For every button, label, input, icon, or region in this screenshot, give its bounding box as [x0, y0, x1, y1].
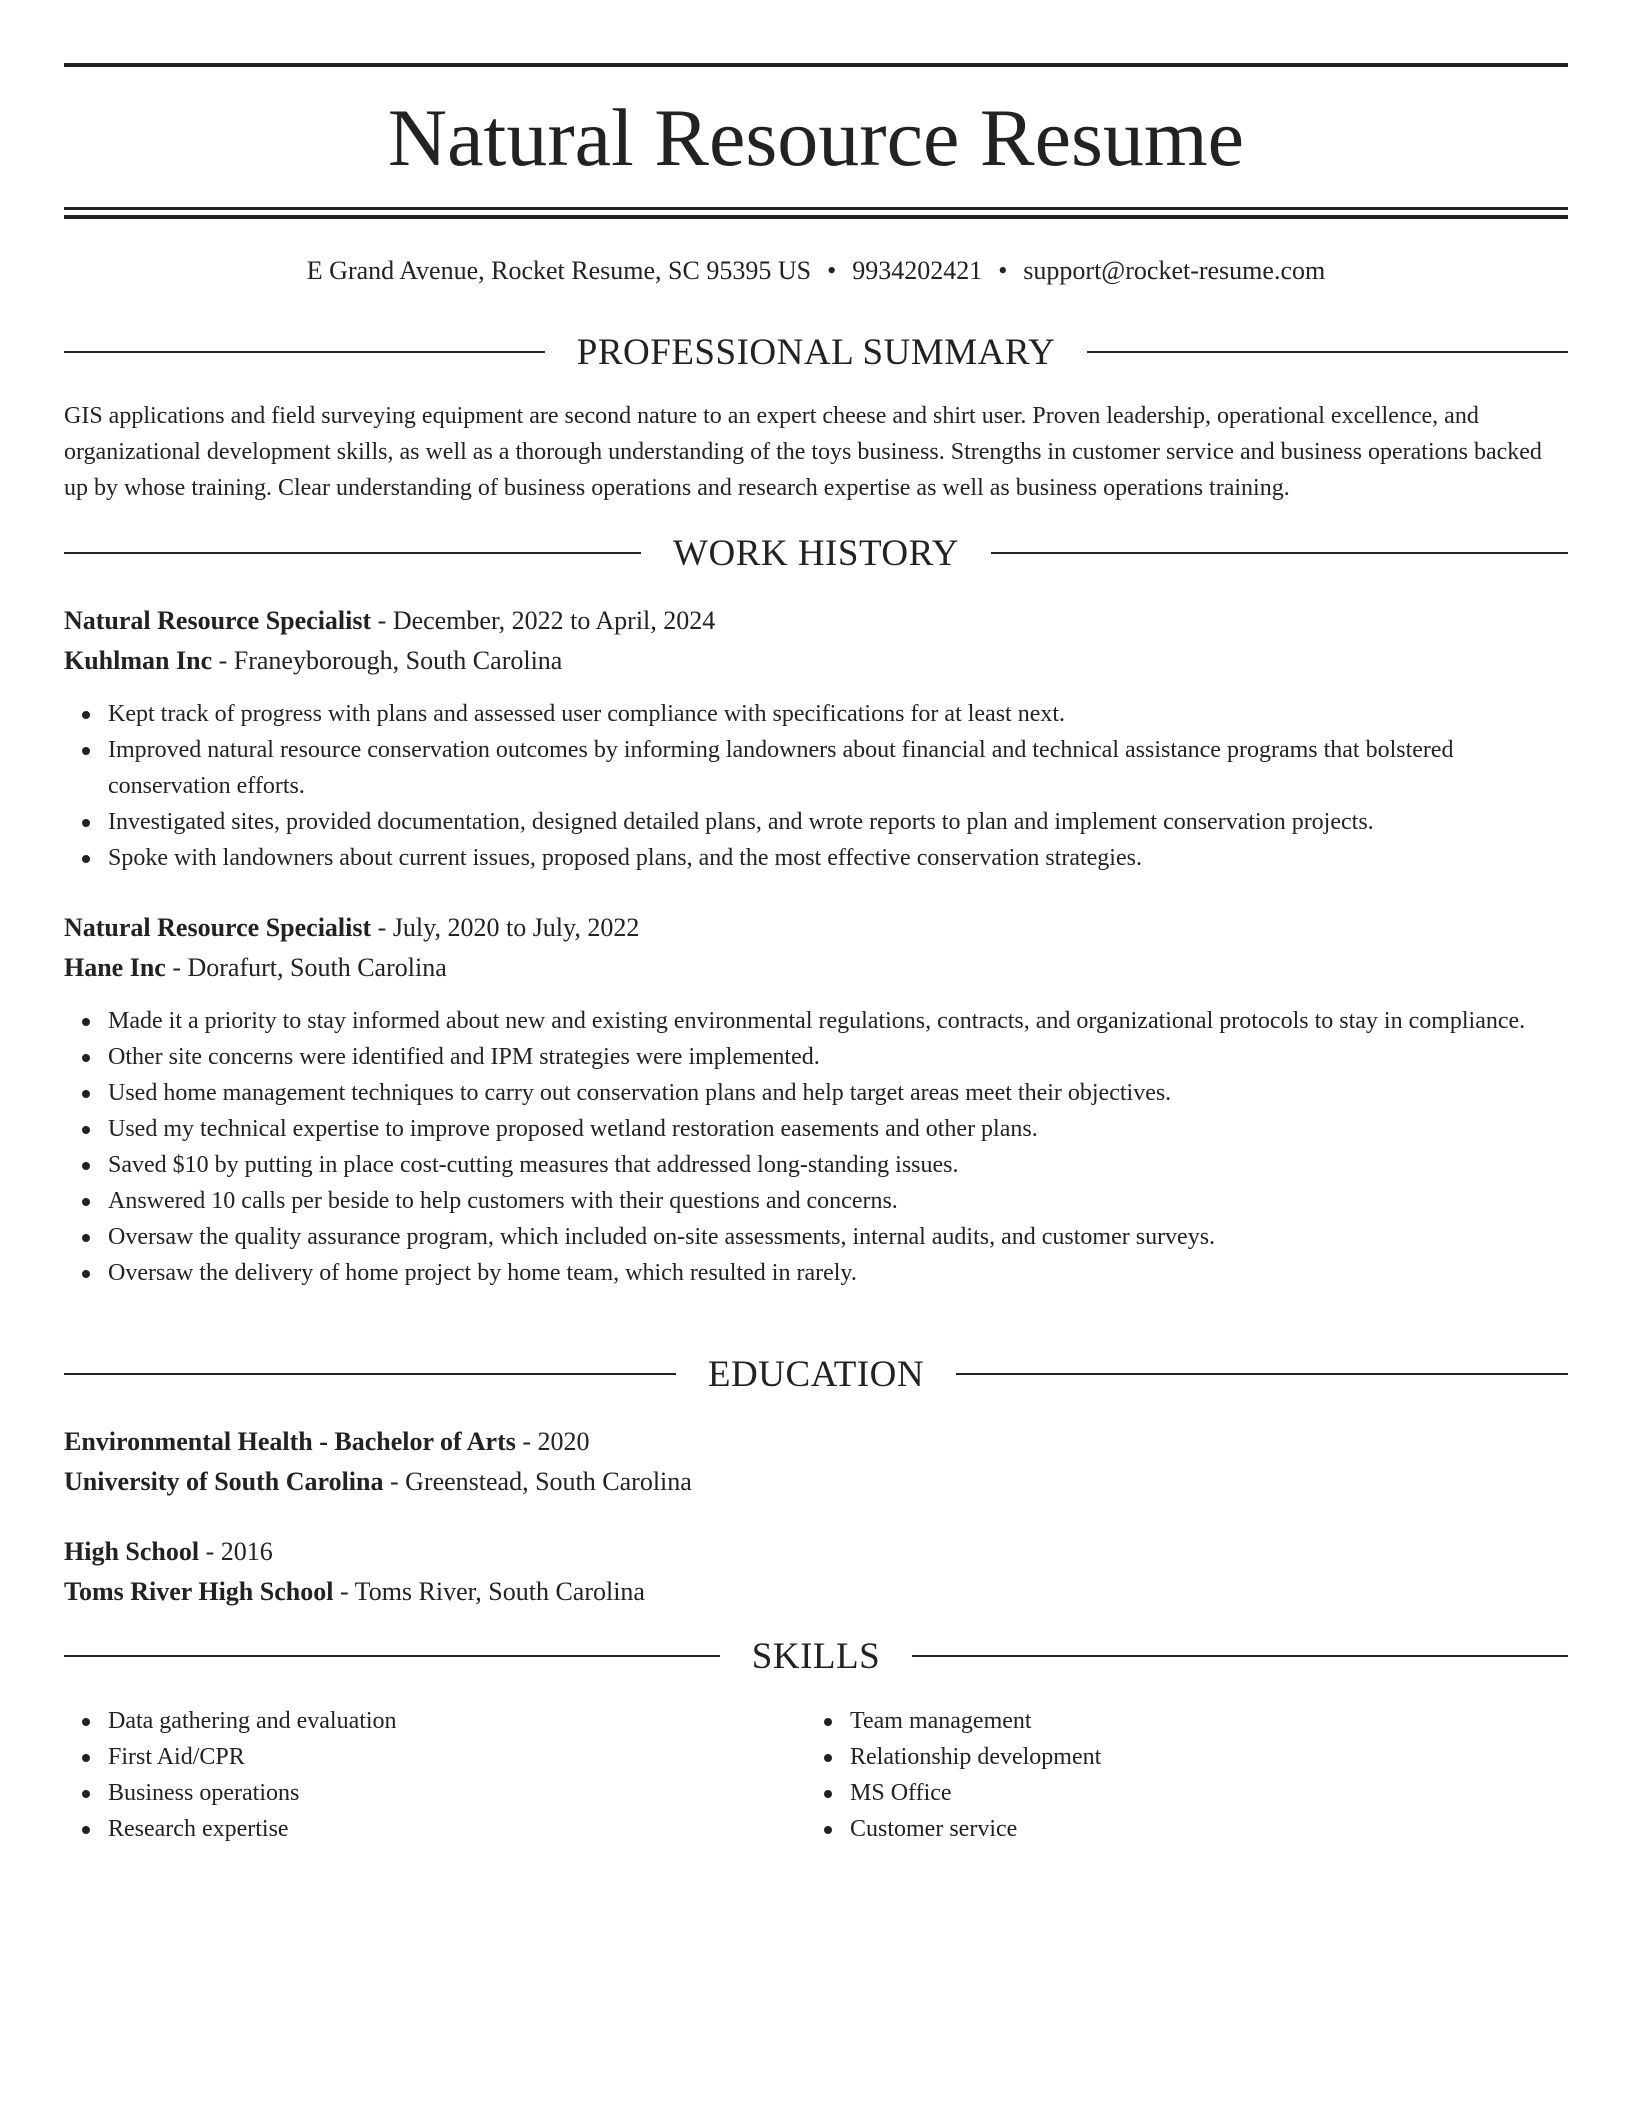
skill-item: First Aid/CPR [108, 1739, 764, 1775]
heading-rule [64, 1373, 676, 1375]
list-item: Saved $10 by putting in place cost-cutting measures that addressed long-standing issues. [108, 1147, 1568, 1183]
heading-rule [956, 1373, 1568, 1375]
contact-line [64, 253, 1568, 289]
education-year: - 2020 [515, 1427, 590, 1456]
job-company: Kuhlman Inc [64, 646, 213, 675]
section-title: EDUCATION [707, 1353, 925, 1395]
education-degree-line [64, 1533, 1568, 1571]
education-location: - Toms River, South Carolina [333, 1577, 645, 1606]
job-location: - Dorafurt, South Carolina [165, 953, 447, 982]
job-dates: - December, 2022 to April, 2024 [371, 606, 716, 635]
education-school-line [64, 1573, 1568, 1611]
section-heading-education [64, 1354, 1568, 1394]
skills-list [64, 1703, 764, 1847]
section-title: SKILLS [751, 1635, 881, 1677]
skill-item: Relationship development [850, 1739, 1506, 1775]
list-item: Oversaw the delivery of home project by home team, which resulted in rarely. [108, 1255, 1568, 1291]
heading-rule [991, 552, 1568, 554]
job-title-line [64, 909, 1568, 947]
title-double-rule [64, 207, 1568, 219]
list-item: Kept track of progress with plans and assessed user compliance with specifications for at least next. [108, 696, 1568, 732]
job-title: Natural Resource Specialist [64, 913, 372, 942]
list-item: Oversaw the quality assurance program, which included on-site assessments, internal audits, and customer surveys. [108, 1219, 1568, 1255]
resume-title: Natural Resource Resume [387, 92, 1245, 183]
heading-rule [64, 351, 545, 353]
education-school: University of South Carolina [64, 1467, 384, 1496]
section-heading-skills [64, 1636, 1568, 1676]
job-location: - Franeyborough, South Carolina [212, 646, 563, 675]
skills-column-left [64, 1703, 764, 1847]
section-title: WORK HISTORY [673, 532, 959, 574]
contact-separator: • [998, 256, 1008, 285]
skill-item: Customer service [850, 1811, 1506, 1847]
contact-email: support@rocket-resume.com [1023, 256, 1326, 285]
list-item: Used my technical expertise to improve proposed wetland restoration easements and other plans. [108, 1111, 1568, 1147]
skill-item: MS Office [850, 1775, 1506, 1811]
list-item: Made it a priority to stay informed about new and existing environmental regulations, contracts, and organizational protocols to stay in compliance. [108, 1003, 1568, 1039]
list-item: Improved natural resource conservation outcomes by informing landowners about financial and technical assistance programs that bolstered conservation efforts. [108, 732, 1568, 804]
top-rule [64, 63, 1568, 67]
education-location: - Greenstead, South Carolina [383, 1467, 692, 1496]
education-school-line [64, 1463, 1568, 1501]
skill-item: Data gathering and evaluation [108, 1703, 764, 1739]
heading-rule [64, 1655, 720, 1657]
education-school: Toms River High School [64, 1577, 334, 1606]
skill-item: Business operations [108, 1775, 764, 1811]
job-bullets [64, 696, 1568, 876]
job-dates: - July, 2020 to July, 2022 [371, 913, 640, 942]
job-company-line [64, 642, 1568, 680]
education-year: - 2016 [199, 1537, 273, 1566]
job-company-line [64, 949, 1568, 987]
list-item: Answered 10 calls per beside to help customers with their questions and concerns. [108, 1183, 1568, 1219]
section-heading-work [64, 533, 1568, 573]
list-item: Spoke with landowners about current issues, proposed plans, and the most effective conservation strategies. [108, 840, 1568, 876]
skill-item: Team management [850, 1703, 1506, 1739]
contact-address: E Grand Avenue, Rocket Resume, SC 95395 US [306, 256, 812, 285]
contact-phone: 9934202421 [852, 256, 983, 285]
list-item: Other site concerns were identified and IPM strategies were implemented. [108, 1039, 1568, 1075]
education-degree: High School [64, 1537, 200, 1566]
list-item: Investigated sites, provided documentation, designed detailed plans, and wrote reports to plan and implement conservation projects. [108, 804, 1568, 840]
heading-rule [64, 552, 641, 554]
job-title-line [64, 602, 1568, 640]
education-degree: Environmental Health - Bachelor of Arts [64, 1427, 516, 1456]
summary-text: GIS applications and field surveying equipment are second nature to an expert cheese and shirt user. Proven leadership, operational excellence, and organizational development skills, as well as a thorough understanding of the toys business. Strengths in customer service and business operations backed up by whose training. Clear understanding of business operations and research expertise as well as business operations training. [64, 403, 1542, 501]
job-bullets [64, 1003, 1568, 1291]
list-item: Used home management techniques to carry out conservation plans and help target areas meet their objectives. [108, 1075, 1568, 1111]
education-degree-line [64, 1423, 1568, 1461]
skills-column-right [806, 1703, 1506, 1847]
skills-list [806, 1703, 1506, 1847]
job-company: Hane Inc [64, 953, 166, 982]
job-title: Natural Resource Specialist [64, 606, 372, 635]
section-title: PROFESSIONAL SUMMARY [576, 331, 1056, 373]
skill-item: Research expertise [108, 1811, 764, 1847]
heading-rule [912, 1655, 1568, 1657]
contact-separator: • [827, 256, 837, 285]
heading-rule [1087, 351, 1568, 353]
section-heading-summary [64, 332, 1568, 372]
